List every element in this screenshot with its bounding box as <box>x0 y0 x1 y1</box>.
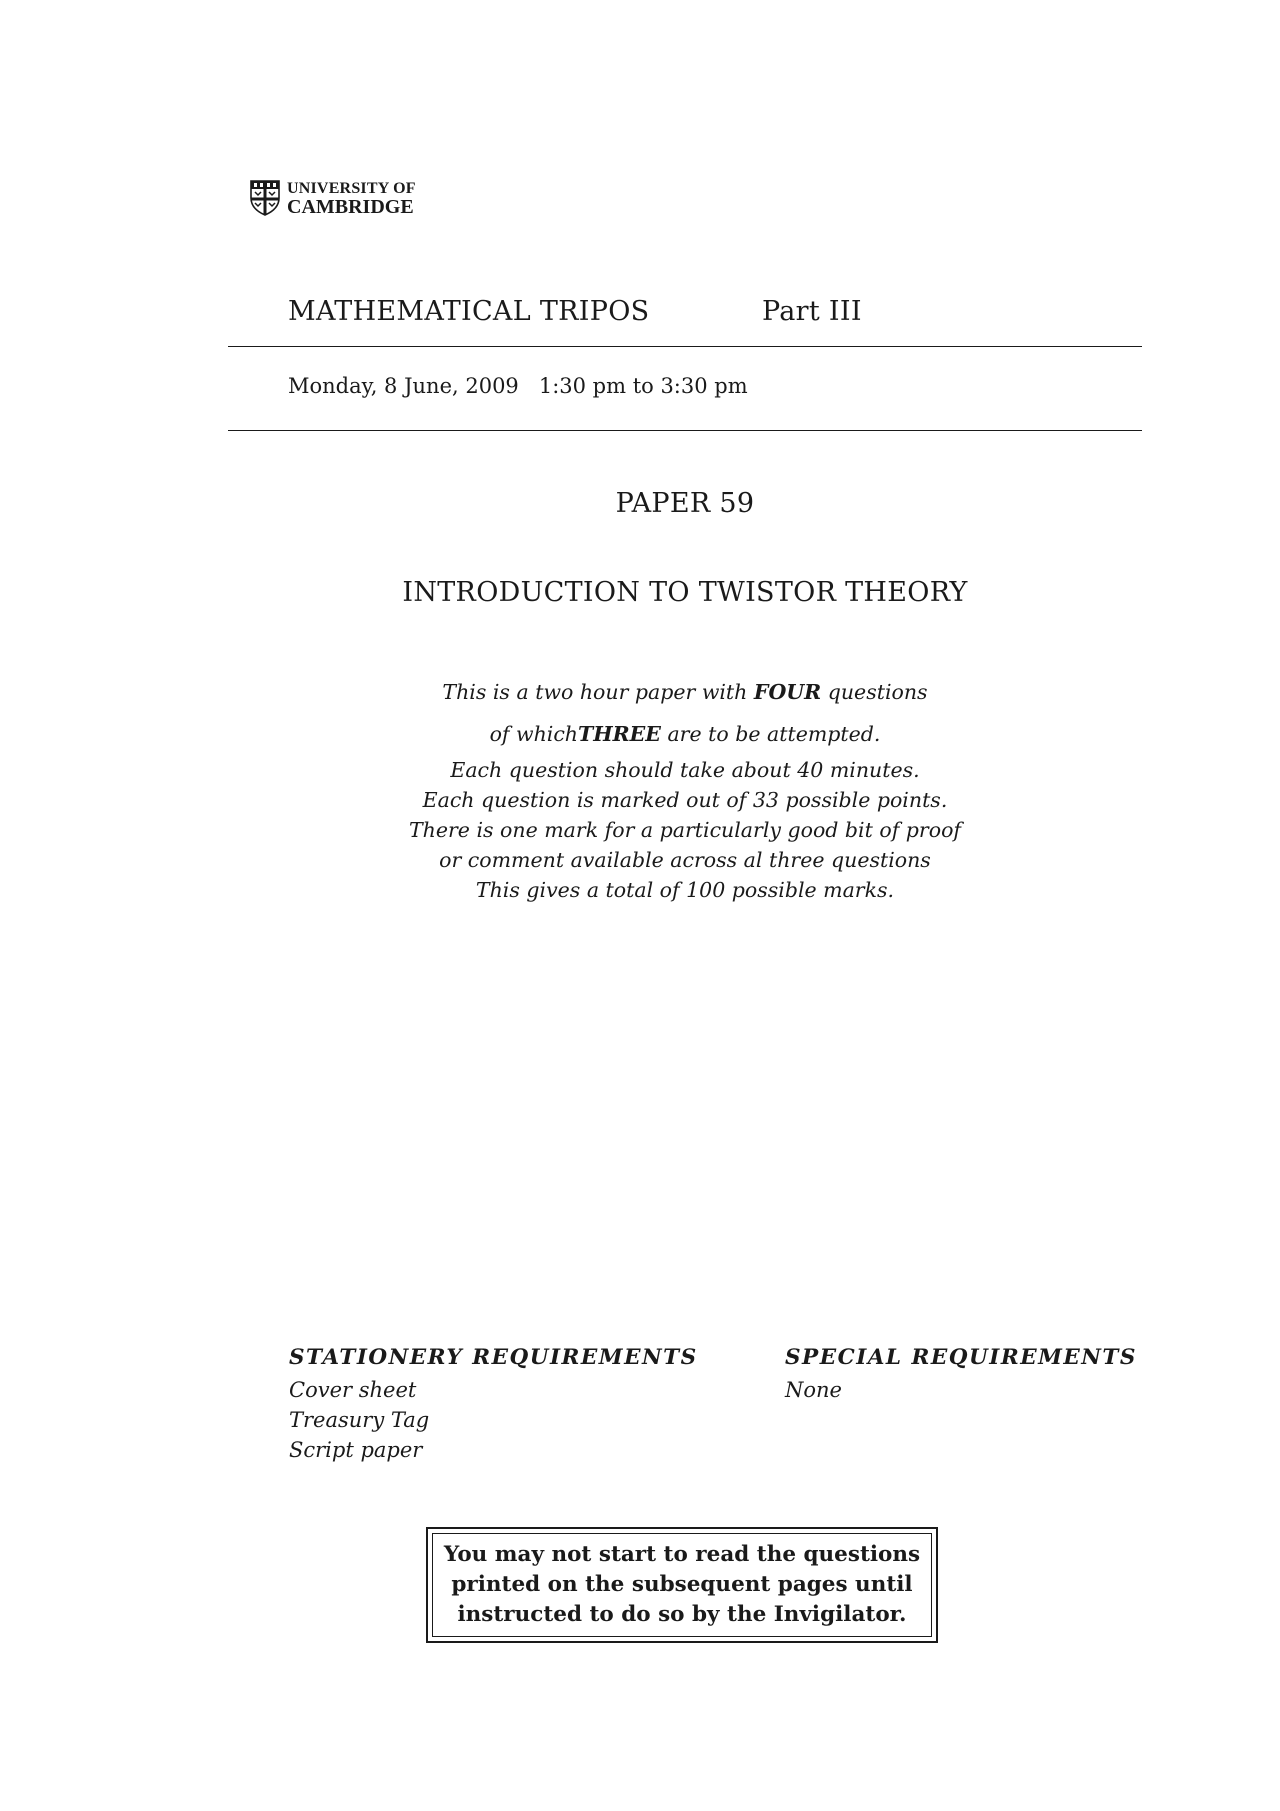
notice-line-1: You may not start to read the questions <box>443 1542 921 1567</box>
divider-bottom <box>228 430 1142 431</box>
tripos-part: Part III <box>762 296 862 327</box>
notice-inner-frame <box>432 1533 932 1637</box>
list-item: Treasury Tag <box>289 1408 430 1432</box>
logo-line1: UNIVERSITY OF <box>287 180 416 197</box>
question-count: FOUR <box>753 680 822 704</box>
tripos-title: MATHEMATICAL TRIPOS <box>288 296 650 327</box>
university-logo <box>250 179 416 217</box>
paper-number: PAPER 59 <box>615 488 755 519</box>
invigilator-notice-box <box>426 1527 938 1643</box>
divider-top <box>228 346 1142 347</box>
logo-line2: CAMBRIDGE <box>287 196 414 218</box>
notice-line-2: printed on the subsequent pages until <box>451 1572 913 1597</box>
list-item: Script paper <box>289 1438 423 1462</box>
notice-text <box>444 1540 920 1630</box>
instruction-line-1: This is a two hour paper with FOUR questions <box>442 680 928 704</box>
attempt-count: THREE <box>578 722 661 746</box>
logo-wordmark <box>287 179 416 217</box>
stationery-requirements-heading: STATIONERY REQUIREMENTS <box>289 1345 698 1370</box>
instruction-line-2: of whichTHREE are to be attempted. <box>489 722 881 746</box>
instruction-line-5: There is one mark for a particularly good bit of proof <box>409 818 961 842</box>
list-item: Cover sheet <box>289 1378 417 1402</box>
exam-date: Monday, 8 June, 2009 <box>288 374 519 398</box>
exam-instructions <box>0 671 1280 905</box>
special-requirements-list <box>785 1375 842 1405</box>
instruction-line-7: This gives a total of 100 possible marks. <box>475 878 895 902</box>
instruction-line-6: or comment available across al three questions <box>439 848 931 872</box>
stationery-requirements-list <box>289 1375 429 1465</box>
exam-datetime <box>288 374 748 398</box>
special-requirements-heading: SPECIAL REQUIREMENTS <box>785 1345 1137 1370</box>
notice-line-3: instructed to do so by the Invigilator. <box>457 1602 907 1627</box>
instruction-line-3: Each question should take about 40 minutes. <box>450 758 920 782</box>
paper-title: INTRODUCTION TO TWISTOR THEORY <box>402 577 968 608</box>
list-item: None <box>785 1378 842 1402</box>
university-crest-icon <box>250 180 280 216</box>
instruction-line-4: Each question is marked out of 33 possible points. <box>422 788 948 812</box>
exam-time: 1:30 pm to 3:30 pm <box>538 374 748 398</box>
